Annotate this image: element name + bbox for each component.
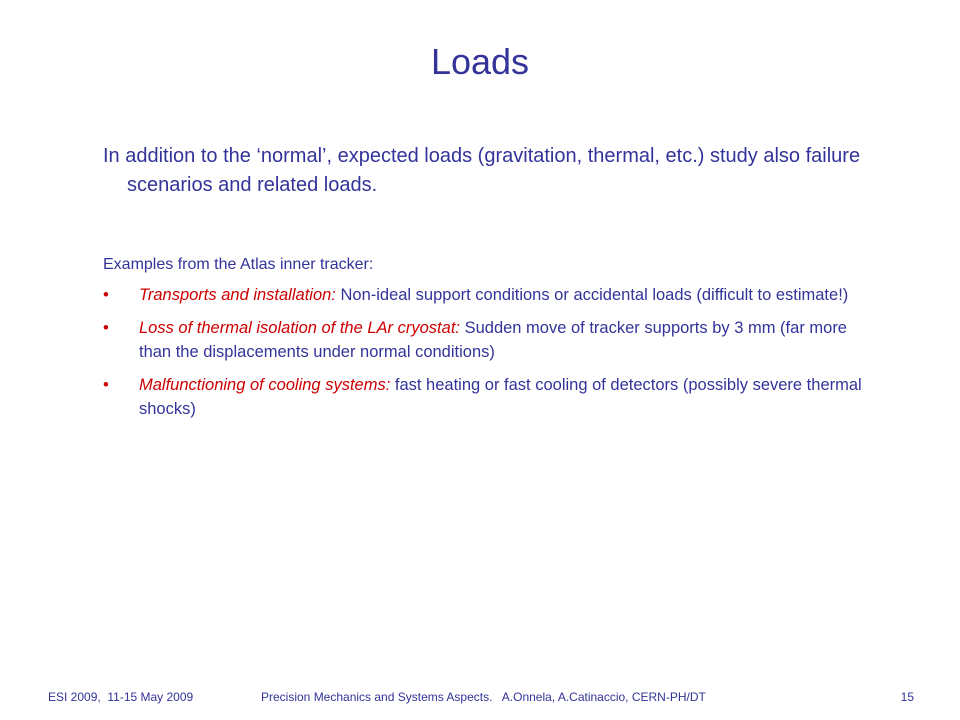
intro-paragraph: In addition to the ‘normal’, expected loads (gravitation, thermal, etc.) study also failure scenarios and related loads.	[103, 145, 861, 196]
bullet-icon: •	[103, 376, 109, 394]
bullet-text: fast heating or fast cooling of detectors (possibly severe thermal shocks)	[139, 376, 862, 418]
examples-list	[103, 283, 873, 430]
list-item	[103, 373, 873, 421]
bullet-icon: •	[103, 319, 109, 337]
bullet-text: Sudden move of tracker supports by 3 mm (far more than the displacements under normal conditions)	[139, 319, 847, 361]
bullet-text: Non-ideal support conditions or accidental loads (difficult to estimate!)	[335, 286, 849, 304]
list-item	[103, 316, 873, 364]
bullet-lead: Transports and installation:	[139, 286, 336, 304]
bullet-lead: Loss of thermal isolation of the LAr cryostat:	[139, 319, 460, 337]
footer-authors: Precision Mechanics and Systems Aspects. A.Onnela, A.Catinaccio, CERN-PH/DT	[261, 690, 706, 704]
list-item	[103, 283, 873, 307]
footer-event: ESI 2009, 11-15 May 2009	[48, 690, 194, 704]
page-number: 15	[900, 690, 914, 704]
bullet-lead: Malfunctioning of cooling systems:	[139, 376, 391, 394]
bullet-icon: •	[103, 286, 109, 304]
examples-heading: Examples from the Atlas inner tracker:	[103, 256, 374, 273]
slide-title: Loads	[430, 41, 530, 82]
